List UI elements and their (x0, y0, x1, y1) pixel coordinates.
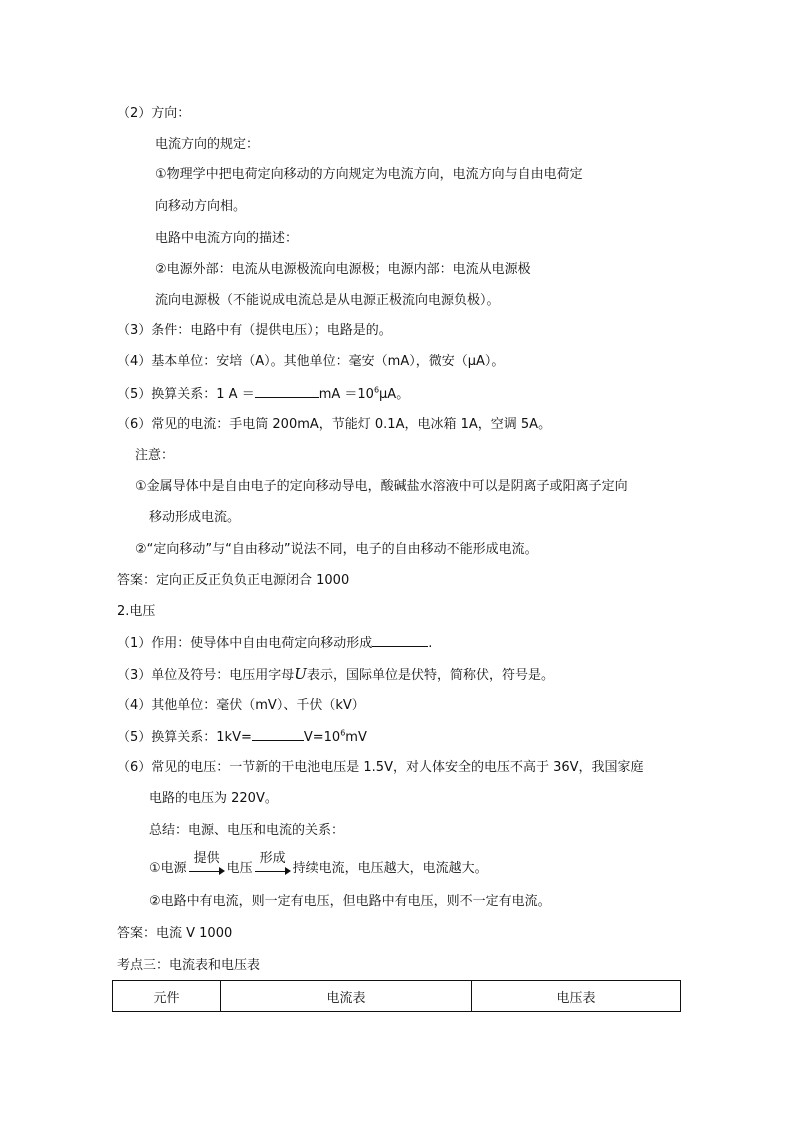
conversion-line-current (117, 385, 409, 404)
text-line: （4）基本单位：安培（A）。其他单位：毫安（mA），微安（μA）。 (117, 354, 505, 369)
voltage-symbol: U (294, 665, 307, 683)
text-fragment: （5）换算关系：1 A ＝ (117, 387, 255, 402)
text-fragment: （5）换算关系：1kV= (117, 730, 252, 745)
form-arrow (253, 851, 293, 878)
relation-line (149, 851, 488, 878)
arrow-line (255, 871, 287, 872)
voltage-function-line (117, 634, 432, 653)
text-fragment: mA ＝10 (318, 387, 374, 402)
text-fragment: 持续电流，电压越大，电流越大。 (292, 861, 488, 876)
text-line: 注意： (135, 448, 175, 463)
arrow-head-icon (219, 867, 225, 875)
voltage-unit-line (117, 665, 554, 685)
text-fragment: . (428, 636, 433, 651)
text-fragment: mV (345, 730, 367, 745)
text-line: 电路的电压为 220V。 (149, 791, 278, 806)
text-fragment: （1）作用：使导体中自由电荷定向移动形成 (117, 636, 373, 651)
text-line: ②电源外部：电流从电源极流向电源极；电源内部：电流从电源极 (155, 262, 531, 277)
exponent: 6 (373, 385, 380, 395)
table-header-cell: 电流表 (221, 981, 472, 1012)
table-header-cell: 电压表 (472, 981, 681, 1012)
section-heading: 2.电压 (117, 604, 156, 619)
answer-blank (255, 385, 319, 398)
text-line: 总结：电源、电压和电流的关系： (149, 823, 345, 838)
text-line: 电流方向的规定： (155, 137, 260, 152)
text-fragment: （3）单位及符号：电压用字母 (117, 668, 295, 683)
text-line: ①金属导体中是自由电子的定向移动导电，酸碱盐水溶液中可以是阴离子或阳离子定向 (135, 479, 628, 494)
text-fragment: V=10 (303, 730, 341, 745)
text-line: 流向电源极（不能说成电流总是从电源正极流向电源负极）。 (155, 293, 500, 308)
answer-line: 答案：电流 V 1000 (117, 926, 233, 941)
answer-line: 答案：定向正反正负负正电源闭合 1000 (117, 573, 350, 588)
text-line: （2）方向： (117, 106, 191, 121)
meter-comparison-table (112, 980, 681, 1012)
arrow-head-icon (285, 867, 291, 875)
answer-blank (252, 728, 304, 741)
exponent: 6 (340, 728, 346, 738)
conversion-line-voltage (117, 728, 367, 747)
text-line: （6）常见的电流：手电筒 200mA，节能灯 0.1A，电冰箱 1A，空调 5A。 (117, 417, 552, 432)
text-line: ①物理学中把电荷定向移动的方向规定为电流方向，电流方向与自由电荷定 (155, 167, 583, 182)
text-line: 移动形成电流。 (149, 510, 241, 525)
text-line: （3）条件：电路中有（提供电压）；电路是的。 (117, 323, 392, 338)
text-line: ②“定向移动”与“自由移动”说法不同，电子的自由移动不能形成电流。 (135, 542, 538, 557)
text-fragment: μA。 (379, 387, 410, 402)
arrow-label: 提供 (193, 851, 220, 866)
text-line: （4）其他单位：毫伏（mV）、千伏（kV） (117, 698, 365, 713)
text-fragment: ①电源 (149, 861, 187, 876)
text-line: 向移动方向相。 (155, 199, 247, 214)
text-line: （6）常见的电压：一节新的干电池电压是 1.5V，对人体安全的电压不高于 36V，我国家庭 (117, 760, 644, 775)
table-header-cell: 元件 (113, 981, 221, 1012)
section-heading: 考点三：电流表和电压表 (117, 958, 261, 973)
table-header-row (113, 981, 681, 1012)
provide-arrow (187, 851, 227, 878)
arrow-label: 形成 (259, 851, 286, 866)
arrow-line (189, 871, 221, 872)
answer-blank (372, 634, 428, 647)
text-fragment: 表示，国际单位是伏特，简称伏，符号是。 (306, 668, 554, 683)
text-fragment: 电压 (226, 861, 253, 876)
text-line: 电路中电流方向的描述： (155, 231, 299, 246)
text-line: ②电路中有电流，则一定有电压，但电路中有电压，则不一定有电流。 (149, 894, 551, 909)
